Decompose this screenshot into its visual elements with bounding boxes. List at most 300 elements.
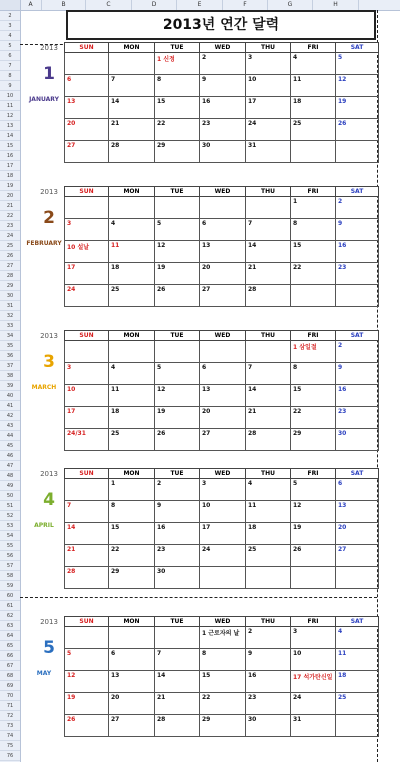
weekday-header-wed[interactable]: WED xyxy=(200,43,246,53)
row-header[interactable]: 11 xyxy=(0,101,20,111)
day-cell[interactable]: 12 xyxy=(65,671,109,693)
day-cell[interactable] xyxy=(246,341,291,363)
weekday-header-thu[interactable]: THU xyxy=(246,187,291,197)
day-cell[interactable]: 10 설날 xyxy=(65,241,109,263)
day-cell[interactable] xyxy=(291,285,336,307)
day-cell[interactable]: 13 xyxy=(109,671,155,693)
weekday-header-sun[interactable]: SUN xyxy=(65,469,109,479)
row-header[interactable]: 58 xyxy=(0,571,20,581)
weekday-header-sat[interactable]: SAT xyxy=(336,331,379,341)
row-header[interactable]: 63 xyxy=(0,621,20,631)
row-header[interactable]: 56 xyxy=(0,551,20,561)
day-cell[interactable]: 28 xyxy=(109,141,155,163)
row-header[interactable]: 24 xyxy=(0,231,20,241)
day-cell[interactable]: 8 xyxy=(200,649,246,671)
day-cell[interactable]: 17 석가탄신일 xyxy=(291,671,336,693)
day-cell[interactable]: 5 xyxy=(291,479,336,501)
row-header[interactable]: 25 xyxy=(0,241,20,251)
day-cell[interactable]: 19 xyxy=(155,407,200,429)
row-header[interactable]: 35 xyxy=(0,341,20,351)
weekday-header-sat[interactable]: SAT xyxy=(336,617,379,627)
day-cell[interactable]: 22 xyxy=(200,693,246,715)
day-cell[interactable] xyxy=(65,197,109,219)
day-cell[interactable]: 6 xyxy=(65,75,109,97)
day-cell[interactable]: 28 xyxy=(246,285,291,307)
day-cell[interactable] xyxy=(291,141,336,163)
day-cell[interactable]: 10 xyxy=(200,501,246,523)
row-header[interactable]: 27 xyxy=(0,261,20,271)
row-header[interactable]: 47 xyxy=(0,461,20,471)
day-cell[interactable]: 31 xyxy=(291,715,336,737)
row-header[interactable]: 34 xyxy=(0,331,20,341)
day-cell[interactable] xyxy=(336,715,379,737)
day-cell[interactable]: 9 xyxy=(246,649,291,671)
calendar-grid xyxy=(64,186,379,307)
day-cell[interactable]: 5 xyxy=(65,649,109,671)
day-cell[interactable]: 3 xyxy=(246,53,291,75)
row-header[interactable]: 28 xyxy=(0,271,20,281)
row-header[interactable]: 26 xyxy=(0,251,20,261)
row-header[interactable]: 43 xyxy=(0,421,20,431)
row-header[interactable]: 57 xyxy=(0,561,20,571)
day-cell[interactable]: 23 xyxy=(246,693,291,715)
row-header[interactable]: 51 xyxy=(0,501,20,511)
day-cell[interactable]: 21 xyxy=(109,119,155,141)
day-cell[interactable]: 23 xyxy=(155,545,200,567)
day-cell[interactable]: 1 xyxy=(109,479,155,501)
day-cell[interactable]: 4 xyxy=(246,479,291,501)
day-cell[interactable]: 6 xyxy=(109,649,155,671)
weekday-header-tue[interactable]: TUE xyxy=(155,617,200,627)
row-header[interactable]: 20 xyxy=(0,191,20,201)
row-header[interactable]: 45 xyxy=(0,441,20,451)
weekday-header-tue[interactable]: TUE xyxy=(155,187,200,197)
day-cell[interactable]: 9 xyxy=(336,363,379,385)
weekday-header-sat[interactable]: SAT xyxy=(336,43,379,53)
day-cell[interactable]: 19 xyxy=(291,523,336,545)
day-cell[interactable]: 12 xyxy=(336,75,379,97)
day-cell[interactable]: 11 xyxy=(109,385,155,407)
weekday-header-wed[interactable]: WED xyxy=(200,617,246,627)
day-cell[interactable]: 25 xyxy=(336,693,379,715)
day-cell[interactable]: 8 xyxy=(155,75,200,97)
month-name: FEBRUARY xyxy=(26,240,62,247)
weekday-header-fri[interactable]: FRI xyxy=(291,43,336,53)
day-cell[interactable]: 4 xyxy=(336,627,379,649)
day-cell[interactable]: 22 xyxy=(155,119,200,141)
day-cell[interactable]: 26 xyxy=(65,715,109,737)
weekday-header-sat[interactable]: SAT xyxy=(336,187,379,197)
row-header[interactable]: 70 xyxy=(0,691,20,701)
row-header[interactable]: 65 xyxy=(0,641,20,651)
weekday-header-sun[interactable]: SUN xyxy=(65,331,109,341)
day-cell[interactable] xyxy=(155,197,200,219)
day-cell[interactable]: 20 xyxy=(109,693,155,715)
day-cell[interactable]: 29 xyxy=(109,567,155,589)
day-cell[interactable]: 22 xyxy=(291,407,336,429)
day-cell[interactable]: 27 xyxy=(336,545,379,567)
day-cell[interactable]: 7 xyxy=(109,75,155,97)
day-cell[interactable] xyxy=(109,53,155,75)
day-cell[interactable]: 7 xyxy=(155,649,200,671)
day-cell[interactable] xyxy=(65,341,109,363)
day-cell[interactable]: 25 xyxy=(291,119,336,141)
day-cell[interactable]: 4 xyxy=(291,53,336,75)
row-header[interactable]: 38 xyxy=(0,371,20,381)
weekday-header-wed[interactable]: WED xyxy=(200,187,246,197)
day-cell[interactable]: 23 xyxy=(336,263,379,285)
day-cell[interactable]: 26 xyxy=(155,429,200,451)
day-cell[interactable]: 17 xyxy=(200,523,246,545)
row-header[interactable]: 36 xyxy=(0,351,20,361)
column-header-h[interactable]: H xyxy=(313,0,359,10)
day-cell[interactable]: 16 xyxy=(246,671,291,693)
day-cell[interactable] xyxy=(336,285,379,307)
day-cell[interactable] xyxy=(109,341,155,363)
day-cell[interactable] xyxy=(336,141,379,163)
column-header-f[interactable]: F xyxy=(223,0,268,10)
day-cell[interactable]: 23 xyxy=(200,119,246,141)
day-cell[interactable]: 27 xyxy=(200,285,246,307)
day-cell[interactable]: 12 xyxy=(155,385,200,407)
day-cell[interactable]: 2 xyxy=(155,479,200,501)
day-cell[interactable]: 19 xyxy=(65,693,109,715)
day-cell[interactable]: 16 xyxy=(200,97,246,119)
row-header[interactable]: 4 xyxy=(0,31,20,41)
day-cell[interactable]: 12 xyxy=(291,501,336,523)
day-cell[interactable] xyxy=(65,53,109,75)
row-header[interactable]: 33 xyxy=(0,321,20,331)
row-header[interactable]: 59 xyxy=(0,581,20,591)
row-header[interactable]: 19 xyxy=(0,181,20,191)
weekday-header-fri[interactable]: FRI xyxy=(291,331,336,341)
day-cell[interactable]: 1 신정 xyxy=(155,53,200,75)
day-cell[interactable]: 26 xyxy=(155,285,200,307)
day-cell[interactable]: 9 xyxy=(200,75,246,97)
day-cell[interactable]: 15 xyxy=(155,97,200,119)
day-cell[interactable]: 25 xyxy=(109,285,155,307)
column-header-b[interactable]: B xyxy=(42,0,86,10)
day-cell[interactable]: 20 xyxy=(200,263,246,285)
row-header[interactable]: 54 xyxy=(0,531,20,541)
weekday-header-sat[interactable]: SAT xyxy=(336,469,379,479)
row-header[interactable]: 40 xyxy=(0,391,20,401)
row-header[interactable]: 74 xyxy=(0,731,20,741)
day-cell[interactable] xyxy=(336,567,379,589)
weekday-header-mon[interactable]: MON xyxy=(109,617,155,627)
row-header[interactable]: 60 xyxy=(0,591,20,601)
day-cell[interactable]: 16 xyxy=(336,241,379,263)
row-header[interactable]: 21 xyxy=(0,201,20,211)
day-cell[interactable]: 13 xyxy=(336,501,379,523)
row-header[interactable]: 16 xyxy=(0,151,20,161)
day-cell[interactable] xyxy=(155,341,200,363)
day-cell[interactable]: 27 xyxy=(109,715,155,737)
day-cell[interactable] xyxy=(291,567,336,589)
day-cell[interactable]: 15 xyxy=(291,385,336,407)
day-cell[interactable]: 3 xyxy=(65,363,109,385)
day-cell[interactable]: 1 근로자의 날 xyxy=(200,627,246,649)
day-cell[interactable]: 18 xyxy=(109,407,155,429)
day-cell[interactable]: 14 xyxy=(65,523,109,545)
row-header[interactable]: 14 xyxy=(0,131,20,141)
weekday-header-tue[interactable]: TUE xyxy=(155,43,200,53)
day-cell[interactable]: 10 xyxy=(291,649,336,671)
column-header-e[interactable]: E xyxy=(177,0,223,10)
day-cell[interactable]: 17 xyxy=(65,263,109,285)
day-cell[interactable] xyxy=(155,627,200,649)
day-cell[interactable]: 23 xyxy=(336,407,379,429)
row-header[interactable]: 3 xyxy=(0,21,20,31)
day-cell[interactable]: 5 xyxy=(336,53,379,75)
day-cell[interactable]: 18 xyxy=(109,263,155,285)
day-cell[interactable]: 26 xyxy=(336,119,379,141)
column-header-a[interactable]: A xyxy=(20,0,42,10)
row-header[interactable]: 44 xyxy=(0,431,20,441)
day-cell[interactable]: 14 xyxy=(246,385,291,407)
weekday-header-fri[interactable]: FRI xyxy=(291,187,336,197)
day-cell[interactable]: 18 xyxy=(336,671,379,693)
day-cell[interactable]: 14 xyxy=(109,97,155,119)
day-cell[interactable]: 11 xyxy=(291,75,336,97)
day-cell[interactable]: 2 xyxy=(336,197,379,219)
day-cell[interactable]: 13 xyxy=(65,97,109,119)
day-cell[interactable]: 28 xyxy=(65,567,109,589)
row-header[interactable]: 12 xyxy=(0,111,20,121)
row-header[interactable]: 75 xyxy=(0,741,20,751)
row-header[interactable]: 55 xyxy=(0,541,20,551)
row-header[interactable]: 37 xyxy=(0,361,20,371)
day-cell[interactable]: 24 xyxy=(246,119,291,141)
row-header[interactable]: 8 xyxy=(0,71,20,81)
day-cell[interactable]: 25 xyxy=(109,429,155,451)
weekday-header-wed[interactable]: WED xyxy=(200,331,246,341)
day-cell[interactable]: 10 xyxy=(246,75,291,97)
row-header[interactable]: 42 xyxy=(0,411,20,421)
weekday-header-wed[interactable]: WED xyxy=(200,469,246,479)
row-header[interactable]: 39 xyxy=(0,381,20,391)
row-header[interactable]: 32 xyxy=(0,311,20,321)
row-header[interactable]: 48 xyxy=(0,471,20,481)
calendar-title[interactable]: 2013년 연간 달력 xyxy=(66,10,376,40)
row-header[interactable]: 6 xyxy=(0,51,20,61)
day-cell[interactable]: 6 xyxy=(200,219,246,241)
row-header[interactable]: 76 xyxy=(0,751,20,761)
day-cell[interactable]: 28 xyxy=(155,715,200,737)
day-cell[interactable]: 31 xyxy=(246,141,291,163)
day-cell[interactable]: 8 xyxy=(291,363,336,385)
day-cell[interactable]: 5 xyxy=(155,363,200,385)
row-header[interactable]: 9 xyxy=(0,81,20,91)
day-cell[interactable]: 16 xyxy=(155,523,200,545)
day-cell[interactable]: 17 xyxy=(246,97,291,119)
column-header-d[interactable]: D xyxy=(132,0,177,10)
day-cell[interactable]: 24 xyxy=(65,285,109,307)
column-header-c[interactable]: C xyxy=(86,0,132,10)
day-cell[interactable] xyxy=(65,479,109,501)
weekday-header-thu[interactable]: THU xyxy=(246,617,291,627)
row-header[interactable]: 22 xyxy=(0,211,20,221)
row-header[interactable]: 7 xyxy=(0,61,20,71)
day-cell[interactable] xyxy=(200,341,246,363)
day-cell[interactable]: 8 xyxy=(291,219,336,241)
day-cell[interactable]: 29 xyxy=(291,429,336,451)
weekday-header-sun[interactable]: SUN xyxy=(65,187,109,197)
row-header[interactable]: 67 xyxy=(0,661,20,671)
day-cell[interactable]: 15 xyxy=(109,523,155,545)
day-cell[interactable]: 21 xyxy=(246,263,291,285)
row-header[interactable]: 68 xyxy=(0,671,20,681)
day-cell[interactable]: 29 xyxy=(200,715,246,737)
day-cell[interactable]: 15 xyxy=(200,671,246,693)
day-cell[interactable]: 1 삼일절 xyxy=(291,341,336,363)
day-cell[interactable]: 24/31 xyxy=(65,429,109,451)
day-cell[interactable]: 8 xyxy=(109,501,155,523)
weekday-header-mon[interactable]: MON xyxy=(109,331,155,341)
row-header[interactable]: 72 xyxy=(0,711,20,721)
day-cell[interactable]: 3 xyxy=(65,219,109,241)
weekday-header-sun[interactable]: SUN xyxy=(65,43,109,53)
day-cell[interactable]: 19 xyxy=(336,97,379,119)
row-header[interactable]: 31 xyxy=(0,301,20,311)
row-header[interactable]: 2 xyxy=(0,11,20,21)
day-cell[interactable]: 11 xyxy=(109,241,155,263)
weekday-header-thu[interactable]: THU xyxy=(246,331,291,341)
day-cell[interactable]: 16 xyxy=(336,385,379,407)
column-header-g[interactable]: G xyxy=(268,0,313,10)
row-header[interactable]: 73 xyxy=(0,721,20,731)
weekday-header-sun[interactable]: SUN xyxy=(65,617,109,627)
weekday-header-thu[interactable]: THU xyxy=(246,43,291,53)
weekday-header-tue[interactable]: TUE xyxy=(155,331,200,341)
row-header[interactable]: 69 xyxy=(0,681,20,691)
day-cell[interactable]: 4 xyxy=(109,219,155,241)
day-cell[interactable]: 24 xyxy=(291,693,336,715)
day-cell[interactable]: 17 xyxy=(65,407,109,429)
row-header[interactable]: 52 xyxy=(0,511,20,521)
day-cell[interactable]: 2 xyxy=(200,53,246,75)
day-cell[interactable]: 15 xyxy=(291,241,336,263)
row-header[interactable]: 41 xyxy=(0,401,20,411)
day-cell[interactable]: 4 xyxy=(109,363,155,385)
day-cell[interactable] xyxy=(200,567,246,589)
day-cell[interactable]: 3 xyxy=(200,479,246,501)
row-header[interactable]: 17 xyxy=(0,161,20,171)
day-cell[interactable]: 30 xyxy=(155,567,200,589)
month-name: APRIL xyxy=(34,522,54,529)
day-cell[interactable]: 28 xyxy=(246,429,291,451)
row-header[interactable]: 13 xyxy=(0,121,20,131)
day-cell[interactable]: 13 xyxy=(200,241,246,263)
day-cell[interactable]: 3 xyxy=(291,627,336,649)
day-cell[interactable]: 9 xyxy=(336,219,379,241)
day-cell[interactable]: 7 xyxy=(246,219,291,241)
weekday-header-fri[interactable]: FRI xyxy=(291,469,336,479)
day-cell[interactable] xyxy=(246,567,291,589)
day-cell[interactable]: 2 xyxy=(336,341,379,363)
day-cell[interactable]: 18 xyxy=(246,523,291,545)
day-cell[interactable]: 30 xyxy=(336,429,379,451)
day-cell[interactable]: 5 xyxy=(155,219,200,241)
row-header[interactable]: 66 xyxy=(0,651,20,661)
row-header[interactable]: 64 xyxy=(0,631,20,641)
day-cell[interactable]: 22 xyxy=(109,545,155,567)
weekday-header-thu[interactable]: THU xyxy=(246,469,291,479)
week-row xyxy=(65,627,379,649)
day-cell[interactable] xyxy=(65,627,109,649)
day-cell[interactable]: 30 xyxy=(246,715,291,737)
weekday-header-mon[interactable]: MON xyxy=(109,43,155,53)
row-header[interactable]: 23 xyxy=(0,221,20,231)
day-cell[interactable]: 26 xyxy=(291,545,336,567)
weekday-header-fri[interactable]: FRI xyxy=(291,617,336,627)
row-header[interactable]: 5 xyxy=(0,41,20,51)
day-cell[interactable]: 12 xyxy=(155,241,200,263)
day-cell[interactable]: 25 xyxy=(246,545,291,567)
day-cell[interactable]: 11 xyxy=(246,501,291,523)
row-header[interactable]: 18 xyxy=(0,171,20,181)
row-header[interactable]: 10 xyxy=(0,91,20,101)
day-cell[interactable]: 10 xyxy=(65,385,109,407)
month-number: 5 xyxy=(43,638,55,658)
day-cell[interactable] xyxy=(109,197,155,219)
row-header[interactable]: 62 xyxy=(0,611,20,621)
day-cell[interactable]: 20 xyxy=(336,523,379,545)
day-cell[interactable]: 20 xyxy=(65,119,109,141)
day-cell[interactable]: 20 xyxy=(200,407,246,429)
day-cell[interactable]: 14 xyxy=(155,671,200,693)
row-header[interactable]: 71 xyxy=(0,701,20,711)
day-cell[interactable] xyxy=(200,197,246,219)
day-cell[interactable]: 19 xyxy=(155,263,200,285)
day-cell[interactable]: 27 xyxy=(65,141,109,163)
row-header[interactable]: 46 xyxy=(0,451,20,461)
weekday-header-mon[interactable]: MON xyxy=(109,469,155,479)
row-header[interactable]: 53 xyxy=(0,521,20,531)
weekday-header-mon[interactable]: MON xyxy=(109,187,155,197)
day-cell[interactable]: 9 xyxy=(155,501,200,523)
day-cell[interactable]: 21 xyxy=(246,407,291,429)
day-cell[interactable]: 21 xyxy=(155,693,200,715)
day-cell[interactable]: 1 xyxy=(291,197,336,219)
day-cell[interactable]: 29 xyxy=(155,141,200,163)
day-cell[interactable]: 2 xyxy=(246,627,291,649)
day-cell[interactable]: 11 xyxy=(336,649,379,671)
day-cell[interactable]: 14 xyxy=(246,241,291,263)
day-cell[interactable]: 22 xyxy=(291,263,336,285)
day-cell[interactable] xyxy=(246,197,291,219)
select-all-corner[interactable] xyxy=(0,0,21,10)
day-cell[interactable]: 21 xyxy=(65,545,109,567)
weekday-header-tue[interactable]: TUE xyxy=(155,469,200,479)
row-header[interactable]: 61 xyxy=(0,601,20,611)
day-cell[interactable]: 7 xyxy=(65,501,109,523)
row-header[interactable]: 49 xyxy=(0,481,20,491)
row-header[interactable]: 15 xyxy=(0,141,20,151)
row-header[interactable]: 30 xyxy=(0,291,20,301)
day-cell[interactable] xyxy=(109,627,155,649)
day-cell[interactable]: 13 xyxy=(200,385,246,407)
day-cell[interactable]: 30 xyxy=(200,141,246,163)
day-cell[interactable]: 6 xyxy=(200,363,246,385)
row-header[interactable]: 29 xyxy=(0,281,20,291)
day-cell[interactable]: 7 xyxy=(246,363,291,385)
day-cell[interactable]: 6 xyxy=(336,479,379,501)
day-cell[interactable]: 24 xyxy=(200,545,246,567)
row-header[interactable]: 50 xyxy=(0,491,20,501)
day-cell[interactable]: 27 xyxy=(200,429,246,451)
day-cell[interactable]: 18 xyxy=(291,97,336,119)
